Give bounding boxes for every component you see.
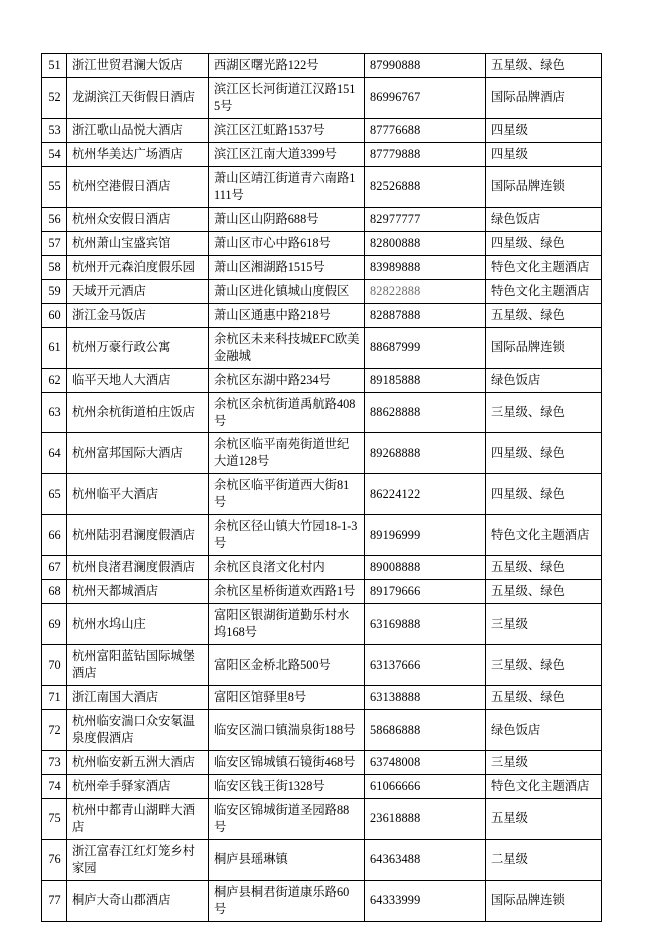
cell-phone: 89179666 <box>365 580 486 604</box>
cell-category: 五星级、绿色 <box>486 556 602 580</box>
cell-phone: 86224122 <box>365 474 486 515</box>
cell-phone: 82977777 <box>365 207 486 231</box>
cell-phone: 88628888 <box>365 392 486 433</box>
cell-address: 萧山区通惠中路218号 <box>209 303 365 327</box>
cell-phone: 86996767 <box>365 77 486 118</box>
table-row <box>42 54 602 78</box>
cell-address: 萧山区进化镇城山度假区 <box>209 279 365 303</box>
cell-address: 余杭区未来科技城EFC欧美金融城 <box>209 327 365 368</box>
cell-phone: 63169888 <box>365 604 486 645</box>
table-row <box>42 474 602 515</box>
cell-hotel-name: 杭州良渚君澜度假酒店 <box>67 556 209 580</box>
table-row <box>42 880 602 921</box>
cell-address: 余杭区东湖中路234号 <box>209 368 365 392</box>
cell-category: 国际品牌酒店 <box>486 77 602 118</box>
cell-address: 萧山区靖江街道青六南路1111号 <box>209 166 365 207</box>
table-row <box>42 580 602 604</box>
table-row <box>42 77 602 118</box>
cell-category: 三星级 <box>486 751 602 775</box>
cell-index: 64 <box>42 433 67 474</box>
cell-category: 三星级 <box>486 604 602 645</box>
cell-phone: 82822888 <box>365 279 486 303</box>
cell-hotel-name: 杭州牵手驿家酒店 <box>67 774 209 798</box>
cell-category: 五星级、绿色 <box>486 54 602 78</box>
cell-category: 绿色饭店 <box>486 710 602 751</box>
table-row <box>42 327 602 368</box>
cell-hotel-name: 杭州天都城酒店 <box>67 580 209 604</box>
table-row <box>42 515 602 556</box>
cell-index: 62 <box>42 368 67 392</box>
table-row <box>42 392 602 433</box>
cell-index: 55 <box>42 166 67 207</box>
cell-hotel-name: 桐庐大奇山郡酒店 <box>67 880 209 921</box>
table-row <box>42 368 602 392</box>
cell-address: 滨江区江南大道3399号 <box>209 142 365 166</box>
cell-index: 52 <box>42 77 67 118</box>
cell-category: 四星级、绿色 <box>486 231 602 255</box>
cell-phone: 64333999 <box>365 880 486 921</box>
cell-phone: 89196999 <box>365 515 486 556</box>
cell-category: 五星级、绿色 <box>486 686 602 710</box>
cell-hotel-name: 杭州万豪行政公寓 <box>67 327 209 368</box>
table-row <box>42 710 602 751</box>
cell-hotel-name: 龙湖滨江天街假日酒店 <box>67 77 209 118</box>
cell-hotel-name: 杭州空港假日酒店 <box>67 166 209 207</box>
cell-phone: 63748008 <box>365 751 486 775</box>
cell-index: 59 <box>42 279 67 303</box>
table-row <box>42 255 602 279</box>
cell-address: 萧山区山阴路688号 <box>209 207 365 231</box>
cell-address: 富阳区银湖街道勤乐村水坞168号 <box>209 604 365 645</box>
cell-address: 富阳区金桥北路500号 <box>209 645 365 686</box>
table-row <box>42 279 602 303</box>
table-row <box>42 142 602 166</box>
cell-index: 65 <box>42 474 67 515</box>
cell-hotel-name: 浙江南国大酒店 <box>67 686 209 710</box>
cell-hotel-name: 杭州众安假日酒店 <box>67 207 209 231</box>
cell-address: 桐庐县桐君街道康乐路60号 <box>209 880 365 921</box>
cell-address: 西湖区曙光路122号 <box>209 54 365 78</box>
table-row <box>42 556 602 580</box>
cell-hotel-name: 杭州水坞山庄 <box>67 604 209 645</box>
cell-index: 77 <box>42 880 67 921</box>
cell-address: 余杭区星桥街道欢西路1号 <box>209 580 365 604</box>
cell-category: 二星级 <box>486 839 602 880</box>
cell-index: 54 <box>42 142 67 166</box>
cell-hotel-name: 杭州临平大酒店 <box>67 474 209 515</box>
table-row <box>42 231 602 255</box>
cell-phone: 82526888 <box>365 166 486 207</box>
cell-category: 四星级、绿色 <box>486 474 602 515</box>
cell-index: 70 <box>42 645 67 686</box>
cell-phone: 82800888 <box>365 231 486 255</box>
cell-index: 68 <box>42 580 67 604</box>
cell-hotel-name: 杭州富邦国际大酒店 <box>67 433 209 474</box>
cell-index: 75 <box>42 798 67 839</box>
table-row <box>42 118 602 142</box>
cell-index: 71 <box>42 686 67 710</box>
cell-address: 滨江区江虹路1537号 <box>209 118 365 142</box>
cell-address: 萧山区湘湖路1515号 <box>209 255 365 279</box>
cell-hotel-name: 浙江歌山品悦大酒店 <box>67 118 209 142</box>
table-row <box>42 303 602 327</box>
cell-index: 57 <box>42 231 67 255</box>
cell-address: 临安区湍口镇湍泉街188号 <box>209 710 365 751</box>
cell-address: 临安区锦城街道圣园路88号 <box>209 798 365 839</box>
cell-hotel-name: 杭州中都青山湖畔大酒店 <box>67 798 209 839</box>
cell-address: 临安区锦城镇石镜街468号 <box>209 751 365 775</box>
cell-phone: 87779888 <box>365 142 486 166</box>
cell-index: 76 <box>42 839 67 880</box>
cell-hotel-name: 浙江世贸君澜大饭店 <box>67 54 209 78</box>
cell-phone: 63138888 <box>365 686 486 710</box>
cell-index: 73 <box>42 751 67 775</box>
cell-index: 51 <box>42 54 67 78</box>
table-row <box>42 798 602 839</box>
cell-address: 临安区钱王街1328号 <box>209 774 365 798</box>
cell-hotel-name: 杭州临安新五洲大酒店 <box>67 751 209 775</box>
cell-category: 三星级、绿色 <box>486 645 602 686</box>
table-row <box>42 166 602 207</box>
cell-hotel-name: 杭州开元森泊度假乐园 <box>67 255 209 279</box>
table-row <box>42 751 602 775</box>
cell-category: 特色文化主题酒店 <box>486 255 602 279</box>
cell-phone: 89185888 <box>365 368 486 392</box>
cell-phone: 88687999 <box>365 327 486 368</box>
cell-phone: 58686888 <box>365 710 486 751</box>
cell-index: 63 <box>42 392 67 433</box>
cell-category: 特色文化主题酒店 <box>486 774 602 798</box>
cell-phone: 63137666 <box>365 645 486 686</box>
cell-address: 余杭区临平南苑街道世纪大道128号 <box>209 433 365 474</box>
table-body <box>42 54 602 922</box>
cell-address: 余杭区径山镇大竹园18-1-3号 <box>209 515 365 556</box>
cell-category: 绿色饭店 <box>486 207 602 231</box>
cell-phone: 83989888 <box>365 255 486 279</box>
cell-category: 国际品牌连锁 <box>486 327 602 368</box>
cell-category: 国际品牌连锁 <box>486 880 602 921</box>
cell-category: 四星级、绿色 <box>486 433 602 474</box>
cell-hotel-name: 浙江金马饭店 <box>67 303 209 327</box>
cell-phone: 87776688 <box>365 118 486 142</box>
cell-index: 69 <box>42 604 67 645</box>
cell-hotel-name: 杭州富阳蓝钻国际城堡酒店 <box>67 645 209 686</box>
cell-hotel-name: 浙江富春江红灯笼乡村家园 <box>67 839 209 880</box>
cell-index: 72 <box>42 710 67 751</box>
hotel-listing-table <box>41 53 602 922</box>
cell-index: 66 <box>42 515 67 556</box>
cell-phone: 87990888 <box>365 54 486 78</box>
cell-index: 53 <box>42 118 67 142</box>
cell-address: 余杭区临平街道西大街81号 <box>209 474 365 515</box>
cell-category: 特色文化主题酒店 <box>486 279 602 303</box>
cell-category: 三星级、绿色 <box>486 392 602 433</box>
cell-hotel-name: 天域开元酒店 <box>67 279 209 303</box>
cell-phone: 89268888 <box>365 433 486 474</box>
cell-address: 滨江区长河街道江汉路1515号 <box>209 77 365 118</box>
cell-index: 61 <box>42 327 67 368</box>
cell-category: 五星级、绿色 <box>486 580 602 604</box>
cell-hotel-name: 杭州陆羽君澜度假酒店 <box>67 515 209 556</box>
cell-address: 富阳区馆驿里8号 <box>209 686 365 710</box>
cell-category: 特色文化主题酒店 <box>486 515 602 556</box>
cell-hotel-name: 杭州余杭街道柏庄饭店 <box>67 392 209 433</box>
cell-category: 国际品牌连锁 <box>486 166 602 207</box>
table-row <box>42 207 602 231</box>
cell-category: 五星级 <box>486 798 602 839</box>
table-row <box>42 604 602 645</box>
cell-address: 桐庐县瑶琳镇 <box>209 839 365 880</box>
table-row <box>42 433 602 474</box>
cell-category: 五星级、绿色 <box>486 303 602 327</box>
cell-index: 56 <box>42 207 67 231</box>
cell-hotel-name: 临平天地人大酒店 <box>67 368 209 392</box>
cell-phone: 89008888 <box>365 556 486 580</box>
table-row <box>42 774 602 798</box>
cell-index: 74 <box>42 774 67 798</box>
cell-phone: 82887888 <box>365 303 486 327</box>
cell-category: 绿色饭店 <box>486 368 602 392</box>
table-row <box>42 686 602 710</box>
cell-address: 萧山区市心中路618号 <box>209 231 365 255</box>
cell-address: 余杭区良渚文化村内 <box>209 556 365 580</box>
cell-address: 余杭区余杭街道禹航路408号 <box>209 392 365 433</box>
cell-phone: 64363488 <box>365 839 486 880</box>
cell-phone: 61066666 <box>365 774 486 798</box>
cell-index: 67 <box>42 556 67 580</box>
table-row <box>42 645 602 686</box>
cell-hotel-name: 杭州华美达广场酒店 <box>67 142 209 166</box>
cell-hotel-name: 杭州临安湍口众安氡温泉度假酒店 <box>67 710 209 751</box>
cell-phone: 23618888 <box>365 798 486 839</box>
table-row <box>42 839 602 880</box>
cell-hotel-name: 杭州萧山宝盛宾馆 <box>67 231 209 255</box>
cell-index: 60 <box>42 303 67 327</box>
cell-index: 58 <box>42 255 67 279</box>
cell-category: 四星级 <box>486 142 602 166</box>
cell-category: 四星级 <box>486 118 602 142</box>
